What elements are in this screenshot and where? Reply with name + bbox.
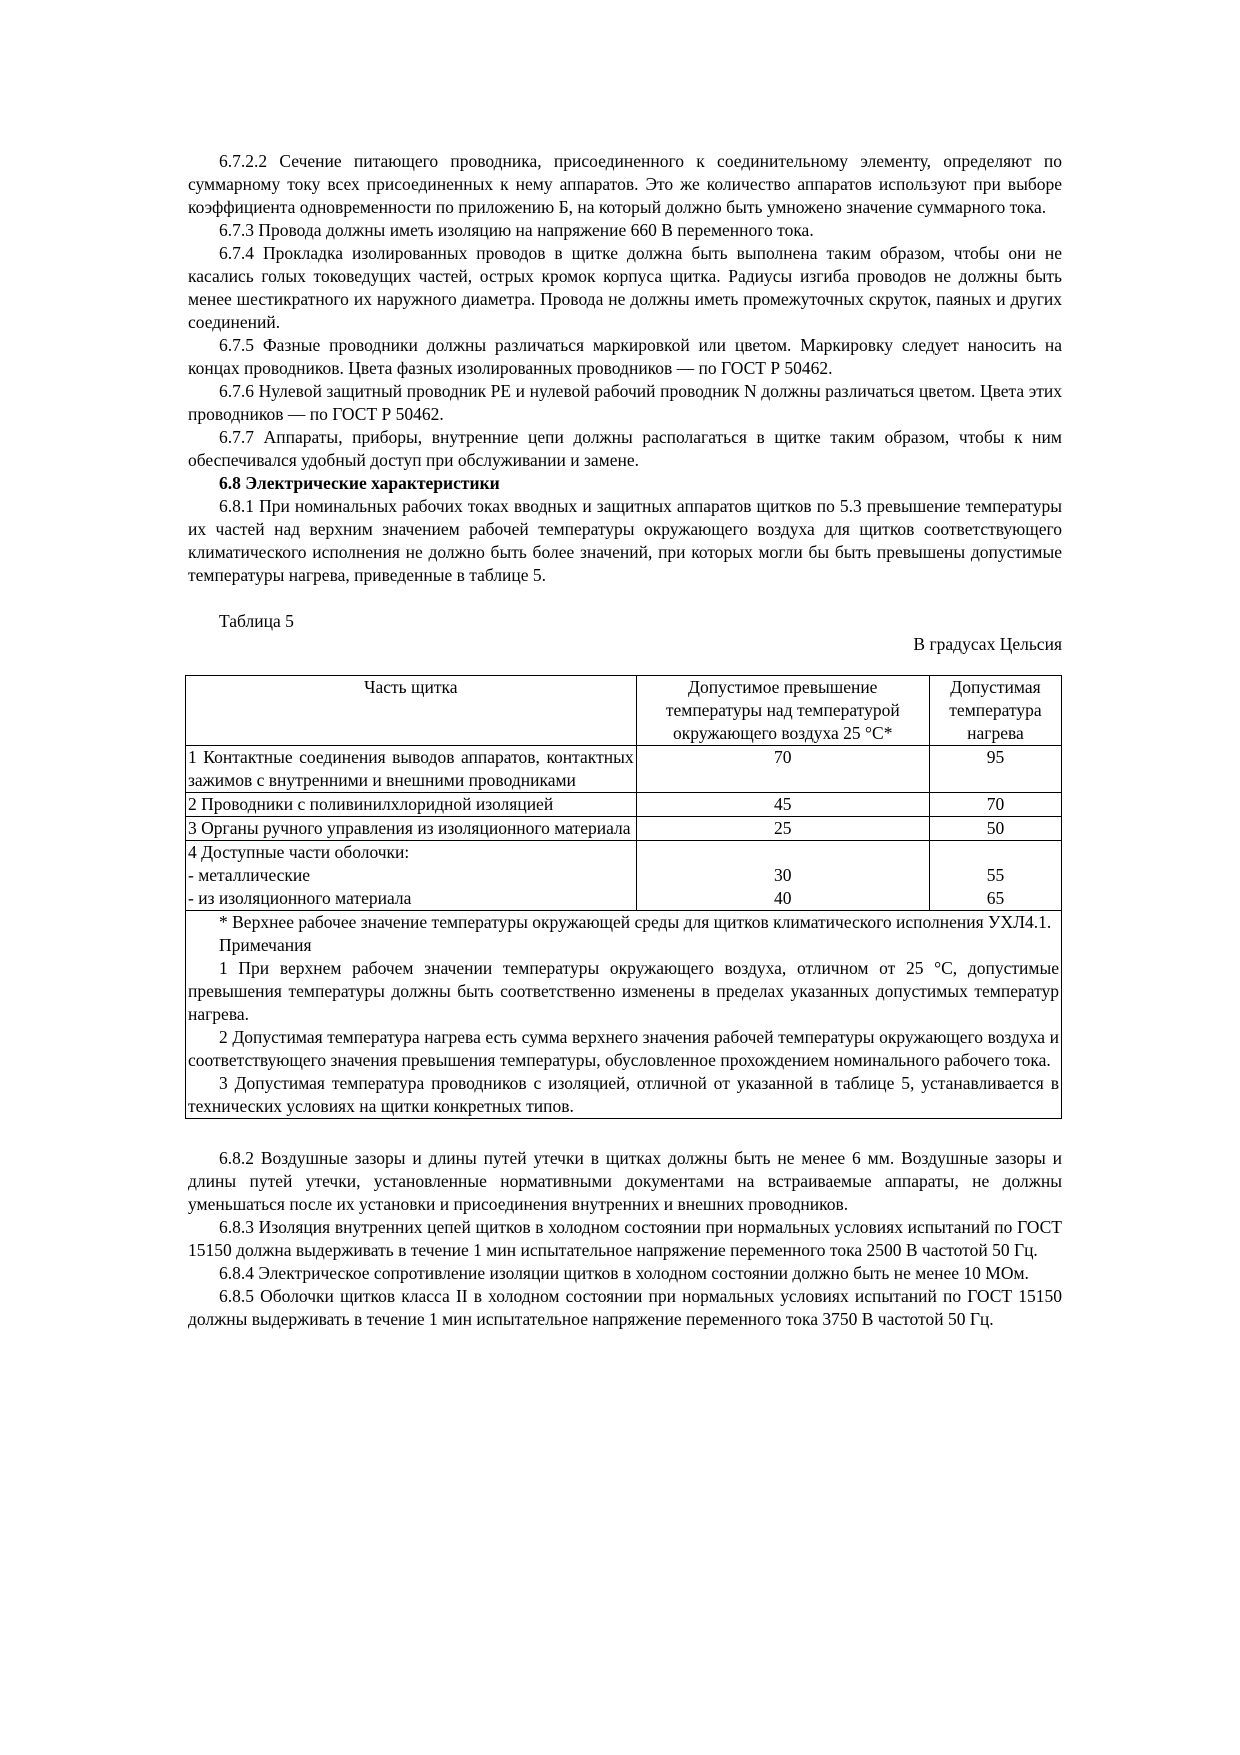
header-part: Часть щитка <box>186 676 637 746</box>
spacer <box>188 587 1062 610</box>
paragraph-6-7-5: 6.7.5 Фазные проводники должны различаться маркировкой или цветом. Маркировку следует наносить на концах проводников. Цвета фазных изолированных проводников — по ГОСТ Р 50462. <box>188 335 1062 378</box>
row-sub-insulating: - из изоляционного материала <box>188 888 412 908</box>
table-row <box>186 793 1062 817</box>
paragraph-6-8-2: 6.8.2 Воздушные зазоры и длины путей утечки в щитках должны быть не менее 6 мм. Воздушные зазоры и длины путей утечки, установленные нормативными документами на встраиваемые аппараты, не должны уменьшаться после их установки и присоединения внутренних и внешних проводников. <box>188 1148 1062 1214</box>
row-heating: 95 <box>929 746 1061 793</box>
paragraph-6-8-5: 6.8.5 Оболочки щитков класса II в холодном состоянии при нормальных условиях испытаний по ГОСТ 15150 должны выдерживать в течение 1 мин испытательное напряжение переменного тока 3750 В частотой 50 Гц. <box>188 1286 1062 1329</box>
row-excess: 45 <box>636 793 929 817</box>
row-sub-metal: - металлические <box>188 865 311 885</box>
table-footer <box>186 911 1062 1119</box>
row-sub-metal-heating: 55 <box>986 865 1005 885</box>
row-part-group <box>186 841 637 911</box>
row-part: 1 Контактные соединения выводов аппаратов, контактных зажимов с внутренними и внешними проводниками <box>186 746 637 793</box>
paragraph-6-8-3: 6.8.3 Изоляция внутренних цепей щитков в холодном состоянии при нормальных условиях испытаний по ГОСТ 15150 должна выдерживать в течение 1 мин испытательное напряжение переменного тока 2500 В частотой 50 Гц. <box>188 1217 1062 1260</box>
notes-title: Примечания <box>219 935 312 955</box>
row-excess: 25 <box>636 817 929 841</box>
row-sub-insulating-heating: 65 <box>986 888 1005 908</box>
table-row <box>186 746 1062 793</box>
row-heating: 70 <box>929 793 1061 817</box>
document-page <box>188 150 1062 1331</box>
paragraph-6-7-2-2: 6.7.2.2 Сечение питающего проводника, присоединенного к соединительному элементу, определяют по суммарному току всех присоединенных к нему аппаратов. Это же количество аппаратов используют при выборе коэффициента одновременности по приложению Б, на который должно быть умножено значение суммарного тока. <box>188 151 1062 217</box>
paragraph-6-7-7: 6.7.7 Аппараты, приборы, внутренние цепи должны располагаться в щитке таким образом, чтобы к ним обеспечивался удобный доступ при обслуживании и замене. <box>188 427 1062 470</box>
row-heating-group <box>929 841 1061 911</box>
paragraph-6-7-3: 6.7.3 Провода должны иметь изоляцию на напряжение 660 В переменного тока. <box>219 220 814 240</box>
row-part: 2 Проводники с поливинилхлоридной изоляцией <box>186 793 637 817</box>
row-sub-metal-excess: 30 <box>774 865 792 885</box>
paragraph-6-8-1: 6.8.1 При номинальных рабочих токах вводных и защитных аппаратов щитков по 5.3 превышение температуры их частей над верхним значением рабочей температуры окружающего воздуха для щитков соответствующего климатического исполнения не должно быть более значений, при которых могли бы быть превышены допустимые температуры нагрева, приведенные в таблице 5. <box>188 496 1062 585</box>
row-group-title: 4 Доступные части оболочки: <box>188 842 410 862</box>
section-heading-6-8: 6.8 Электрические характеристики <box>219 473 500 493</box>
table-caption: Таблица 5 <box>219 611 294 631</box>
header-excess: Допустимое превышение температуры над температурой окружающего воздуха 25 °С* <box>636 676 929 746</box>
row-part: 3 Органы ручного управления из изоляционного материала <box>186 817 637 841</box>
row-excess-group <box>636 841 929 911</box>
table-5 <box>185 675 1062 1119</box>
note-1: 1 При верхнем рабочем значении температуры окружающего воздуха, отличном от 25 °С, допустимые превышения температуры должны быть соответственно изменены в пределах указанных допустимых температур нагрева. <box>188 958 1059 1024</box>
note-3: 3 Допустимая температура проводников с изоляцией, отличной от указанной в таблице 5, устанавливается в технических условиях на щитки конкретных типов. <box>188 1073 1059 1116</box>
table-footer-row <box>186 911 1062 1119</box>
paragraph-6-7-4: 6.7.4 Прокладка изолированных проводов в щитке должна быть выполнена таким образом, чтобы они не касались голых токоведущих частей, острых кромок корпуса щитка. Радиусы изгиба проводов не должны быть менее шестикратного их наружного диаметра. Провода не должны иметь промежуточных скруток, паяных и других соединений. <box>188 243 1062 332</box>
table-row-group <box>186 841 1062 911</box>
paragraph-6-8-4: 6.8.4 Электрическое сопротивление изоляции щитков в холодном состоянии должно быть не менее 10 МОм. <box>219 1263 1029 1283</box>
paragraph-6-7-6: 6.7.6 Нулевой защитный проводник PE и нулевой рабочий проводник N должны различаться цветом. Цвета этих проводников — по ГОСТ Р 50462. <box>188 381 1062 424</box>
row-sub-insulating-excess: 40 <box>774 888 792 908</box>
row-heating: 50 <box>929 817 1061 841</box>
table-header-row <box>186 676 1062 746</box>
row-excess: 70 <box>636 746 929 793</box>
table-row <box>186 817 1062 841</box>
table-footnote: * Верхнее рабочее значение температуры окружающей среды для щитков климатического исполнения УХЛ4.1. <box>219 912 1052 932</box>
note-2: 2 Допустимая температура нагрева есть сумма верхнего значения рабочей температуры окружающего воздуха и соответствующего значения превышения температуры, обусловленное прохождением номинального рабочего тока. <box>188 1027 1059 1070</box>
header-heating: Допустимая температура нагрева <box>929 676 1061 746</box>
spacer <box>188 1119 1062 1147</box>
table-units: В градусах Цельсия <box>913 634 1062 654</box>
